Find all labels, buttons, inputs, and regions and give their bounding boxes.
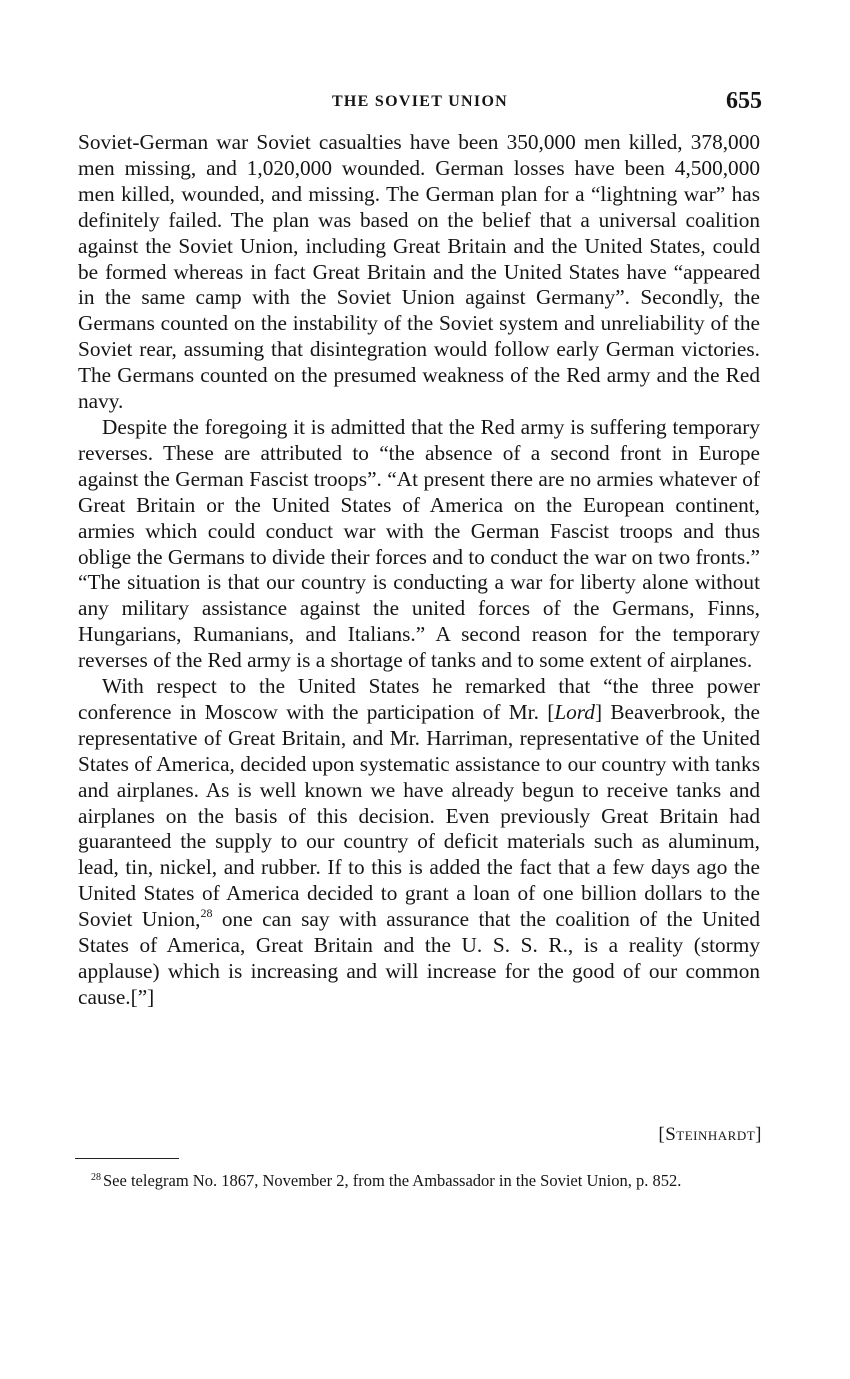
body-text — [78, 130, 760, 1011]
footnote-text: See telegram No. 1867, November 2, from the Ambassador in the Soviet Union, p. 852. — [103, 1171, 682, 1190]
page-number: 655 — [726, 88, 762, 114]
page-header — [78, 88, 762, 122]
lord-italic: Lord — [554, 699, 595, 724]
paragraph-3-text-c: one can say with assurance that the coalition of the United States of America, Great Britain and the U. S. S. R., is a reality (stormy applause) which is increasing and will increase for the good of our common cause.[”] — [78, 907, 760, 1009]
footnote — [75, 1172, 761, 1190]
paragraph-3-text-a: With respect to the United States he remarked that “the three power conference in Moscow with the participation of Mr. [ — [78, 674, 760, 724]
footnote-marker: 28 — [91, 1172, 101, 1183]
paragraph-3 — [78, 674, 760, 1011]
footnote-divider — [75, 1158, 179, 1159]
paragraph-1: Soviet-German war Soviet casualties have been 350,000 men killed, 378,000 men missing, and 1,020,000 wounded. German losses have been 4,500,000 men killed, wounded, and missing. The German plan for a “lightning war” has definitely failed. The plan was based on the belief that a universal coalition against the Soviet Union, including Great Britain and the United States, could be formed whereas in fact Great Britain and the United States have “appeared in the same camp with the Soviet Union against Germany”. Secondly, the Germans counted on the instability of the Soviet system and unreliability of the Soviet rear, assuming that disintegration would follow early German victories. The Germans counted on the presumed weakness of the Red army and the Red navy. — [78, 130, 760, 414]
paragraph-3-text-b: ] Beaverbrook, the representative of Great Britain, and Mr. Harriman, representative of the United States of America, decided upon systematic assistance to our country with tanks and airplanes. As is well known we have already begun to receive tanks and airplanes on the basis of this decision. Even previously Great Britain had guaranteed the supply to our country of deficit materials such as aluminum, lead, tin, nickel, and rubber. If to this is added the fact that a few days ago the United States of America decided to grant a loan of one billion dollars to the Soviet Union, — [78, 699, 760, 932]
signature: [Steinhardt] — [658, 1124, 762, 1145]
paragraph-2: Despite the foregoing it is admitted that the Red army is suffering temporary reverses. These are attributed to “the absence of a second front in Europe against the German Fascist troops”. “At present there are no armies whatever of Great Britain or the United States of America on the European continent, armies which could conduct war with the German Fascist troops and thus oblige the Germans to divide their forces and to conduct the war on two fronts.” “The situation is that our country is conducting a war for liberty alone without any military assistance against the united forces of the Germans, Finns, Hungarians, Rumanians, and Italians.” A second reason for the temporary reverses of the Red army is a shortage of tanks and to some extent of airplanes. — [78, 414, 760, 673]
footnote-reference: 28 — [200, 906, 213, 921]
running-title: THE SOVIET UNION — [331, 93, 509, 110]
